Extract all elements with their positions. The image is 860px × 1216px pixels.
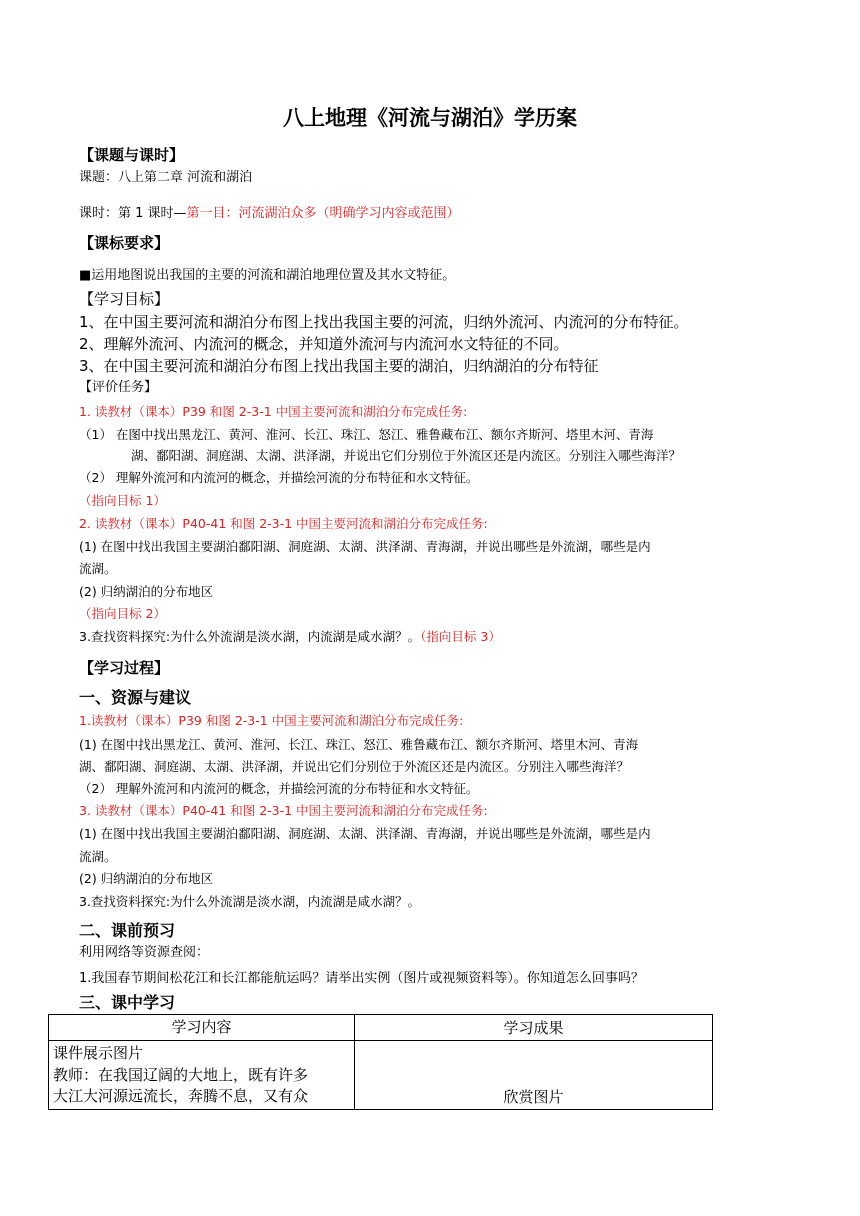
section1-task1-item1-line1: (1) 在图中找出黑龙江、黄河、淮河、长江、珠江、怒江、雅鲁藏布江、额尔齐斯河、塔里木河、青海 bbox=[79, 737, 639, 752]
period-prefix: 课时：第 1 课时— bbox=[79, 206, 187, 221]
period-red: 第一目：河流湖泊众多（明确学习内容或范围） bbox=[186, 206, 460, 221]
section1-task2-item1-line2: 流湖。 bbox=[79, 849, 117, 864]
section2-question1: 1.我国春节期间松花江和长江都能航运吗？请举出实例（图片或视频资料等）。你知道怎么回事吗？ bbox=[79, 971, 644, 986]
eval-task1-item1-line1: （1） 在图中找出黑龙江、黄河、淮河、长江、珠江、怒江、雅鲁藏布江、额尔齐斯河、塔里木河、青海 bbox=[79, 427, 654, 442]
table-header-result: 学习成果 bbox=[355, 1015, 713, 1041]
table-row bbox=[49, 1041, 713, 1110]
section1-task2-item2: (2) 归纳湖泊的分布地区 bbox=[79, 871, 214, 886]
section2-intro: 利用网络等资源查阅： bbox=[79, 945, 210, 960]
section1-task1-title: 1.读教材（课本）P39 和图 2-3-1 中国主要河流和湖泊分布完成任务: bbox=[79, 713, 464, 728]
section1-task2-item1-line1: (1) 在图中找出我国主要湖泊鄱阳湖、洞庭湖、太湖、洪泽湖、青海湖，并说出哪些是外流湖，哪些是内 bbox=[79, 826, 651, 841]
eval-header: 【评价任务】 bbox=[79, 380, 158, 395]
topic-header: 【课题与课时】 bbox=[79, 146, 185, 164]
section3-title: 三、课中学习 bbox=[79, 993, 176, 1012]
eval-task3-text: 3.查找资料探究:为什么外流湖是淡水湖，内流湖是咸水湖？。 bbox=[79, 629, 421, 644]
table-cell-content bbox=[49, 1041, 355, 1110]
table-content-line1: 课件展示图片 bbox=[53, 1044, 144, 1063]
eval-task2-item2: (2) 归纳湖泊的分布地区 bbox=[79, 584, 214, 599]
table-cell-result: 欣赏图片 bbox=[355, 1041, 713, 1110]
topic-line: 课题：八上第二章 河流和湖泊 bbox=[79, 170, 253, 185]
period-line bbox=[79, 206, 460, 222]
eval-task2-item1-line1: (1) 在图中找出我国主要湖泊鄱阳湖、洞庭湖、太湖、洪泽湖、青海湖，并说出哪些是外流湖，哪些是内 bbox=[79, 539, 651, 554]
section1-title: 一、资源与建议 bbox=[79, 688, 192, 707]
eval-task2-item1-line2: 流湖。 bbox=[79, 561, 117, 576]
eval-task1-item2: （2） 理解外流河和内流河的概念，并描绘河流的分布特征和水文特征。 bbox=[79, 470, 479, 485]
section1-task1-item2: （2） 理解外流河和内流河的概念，并描绘河流的分布特征和水文特征。 bbox=[79, 781, 479, 796]
eval-task1-item1-line2: 湖、鄱阳湖、洞庭湖、太湖、洪泽湖，并说出它们分别位于外流区还是内流区。分别注入哪些海洋？ bbox=[131, 448, 682, 463]
process-header: 【学习过程】 bbox=[79, 659, 170, 677]
table-header-content: 学习内容 bbox=[49, 1015, 355, 1041]
eval-task3-target: （指向目标 3） bbox=[420, 629, 501, 644]
document-title: 八上地理《河流与湖泊》学历案 bbox=[283, 106, 577, 130]
section1-task1-item1-line2: 湖、鄱阳湖、洞庭湖、太湖、洪泽湖，并说出它们分别位于外流区还是内流区。分别注入哪些海洋？ bbox=[79, 759, 630, 774]
standard-header: 【课标要求】 bbox=[79, 234, 170, 252]
standard-line: ■运用地图说出我国的主要的河流和湖泊地理位置及其水文特征。 bbox=[79, 268, 456, 283]
eval-task3-line bbox=[79, 629, 501, 644]
study-table bbox=[48, 1014, 713, 1110]
goals-header: 【学习目标】 bbox=[79, 290, 170, 308]
table-header-row bbox=[49, 1015, 713, 1041]
table-content-line2: 教师：在我国辽阔的大地上，既有许多 bbox=[53, 1065, 309, 1084]
section2-title: 二、课前预习 bbox=[79, 921, 176, 940]
eval-task2-title: 2. 读教材（课本）P40-41 和图 2-3-1 中国主要河流和湖泊分布完成任务: bbox=[79, 516, 488, 531]
goal-item-1: 1、在中国主要河流和湖泊分布图上找出我国主要的河流，归纳外流河、内流河的分布特征。 bbox=[79, 313, 689, 331]
eval-task1-title: 1. 读教材（课本）P39 和图 2-3-1 中国主要河流和湖泊分布完成任务: bbox=[79, 404, 468, 419]
eval-task1-target: （指向目标 1） bbox=[79, 493, 166, 508]
goal-item-2: 2、理解外流河、内流河的概念，并知道外流河与内流河水文特征的不同。 bbox=[79, 335, 569, 353]
section1-task2-title: 3. 读教材（课本）P40-41 和图 2-3-1 中国主要河流和湖泊分布完成任务: bbox=[79, 803, 488, 818]
goal-item-3: 3、在中国主要河流和湖泊分布图上找出我国主要的湖泊，归纳湖泊的分布特征 bbox=[79, 357, 599, 375]
table-content-line3: 大江大河源远流长，奔腾不息，又有众 bbox=[53, 1086, 309, 1105]
section1-task3: 3.查找资料探究:为什么外流湖是淡水湖，内流湖是咸水湖？。 bbox=[79, 894, 421, 909]
eval-task2-target: （指向目标 2） bbox=[79, 606, 166, 621]
